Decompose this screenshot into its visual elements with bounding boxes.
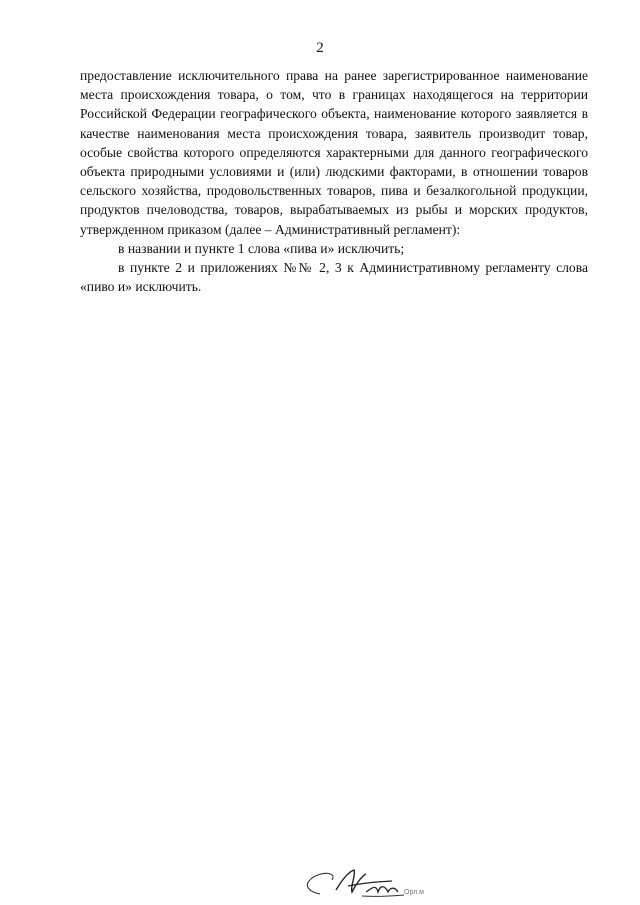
handwritten-signature bbox=[292, 862, 432, 902]
paragraph-amendment-title: в названии и пункте 1 слова «пива и» исключить; bbox=[118, 240, 405, 256]
paragraph-amendment-appendix: в пункте 2 и приложениях №№ 2, 3 к Административному регламенту слова «пиво и» исключить. bbox=[80, 260, 588, 295]
document-body bbox=[80, 66, 588, 296]
paragraph-continuation: предоставление исключительного права на ранее зарегистрированное наименование места происхождения товара, о том, что в границах находящегося на территории Российской Федерации географического объекта, наименование которого заявляется в качестве наименования места происхождения товара, заявитель производит товар, особые свойства которого определяются характерными для данного географического объекта природными условиями и (или) людскими факторами, в отношении товаров сельского хозяйства, продовольственных товаров, пива и безалкогольной продукции, продуктов пчеловодства, товаров, вырабатываемых из рыбы и морских продуктов, утвержденном приказом (далее – Административный регламент): bbox=[80, 68, 588, 237]
page-number: 2 bbox=[316, 40, 324, 56]
signature-initials: Орл.м bbox=[404, 889, 424, 896]
